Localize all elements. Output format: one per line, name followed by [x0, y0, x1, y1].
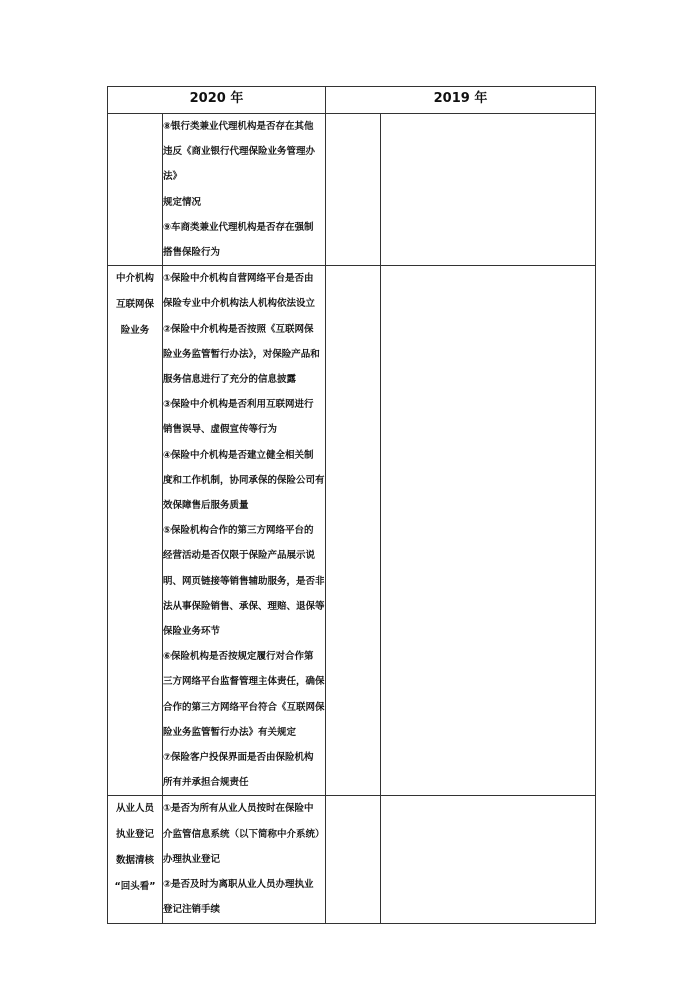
list-item: ⑦保险客户投保界面是否由保险机构 所有并承担合规责任: [163, 752, 314, 789]
header-2020: 2020 年: [108, 87, 326, 114]
empty-cell: [326, 796, 381, 923]
list-item: ②保险中介机构是否按照《互联网保 险业务监管暂行办法》，对保险产品和 服务信息进行了充分的信息披露: [163, 323, 320, 386]
list-item: ④保险中介机构是否建立健全相关制 度和工作机制，协同承保的保险公司有 效保障售后服务质量: [163, 449, 325, 512]
category-cell: [108, 114, 163, 266]
empty-cell: [381, 266, 596, 796]
empty-cell: [326, 114, 381, 266]
list-item: ①保险中介机构自营网络平台是否由 保险专业中介机构法人机构依法设立: [163, 273, 316, 310]
list-item: ⑥保险机构是否按规定履行对合作第 三方网络平台监督管理主体责任，确保 合作的第三方网络平台符合《互联网保 险业务监管暂行办法》有关规定: [163, 651, 325, 738]
items-cell: [163, 114, 326, 266]
items-cell: [163, 796, 326, 923]
category-cell: 中介机构 互联网保 险业务: [108, 266, 163, 796]
items-cell: [163, 266, 326, 796]
category-cell: 从业人员 执业登记 数据清核 “回头看”: [108, 796, 163, 923]
empty-cell: [326, 266, 381, 796]
comparison-table: [107, 86, 596, 924]
empty-cell: [381, 796, 596, 923]
header-2019: 2019 年: [326, 87, 596, 114]
list-item: ⑤保险机构合作的第三方网络平台的 经营活动是否仅限于保险产品展示说 明、网页链接等销售辅助服务，是否非 法从事保险销售、承保、理赔、退保等 保险业务环节: [163, 525, 325, 638]
list-item: ③保险中介机构是否利用互联网进行 销售误导、虚假宣传等行为: [163, 399, 314, 436]
list-item: ⑨车商类兼业代理机构是否存在强制 搭售保险行为: [163, 221, 314, 259]
table-row: [108, 796, 596, 923]
list-item: ⑧银行类兼业代理机构是否存在其他 违反《商业银行代理保险业务管理办法》 规定情况: [163, 121, 316, 208]
table-row: [108, 266, 596, 796]
table-header-row: [108, 87, 596, 114]
list-item: ①是否为所有从业人员按时在保险中 介监管信息系统（以下简称中介系统） 办理执业登记: [163, 803, 325, 865]
list-item: ②是否及时为离职从业人员办理执业 登记注销手续: [163, 879, 314, 916]
table-row: [108, 114, 596, 266]
empty-cell: [381, 114, 596, 266]
